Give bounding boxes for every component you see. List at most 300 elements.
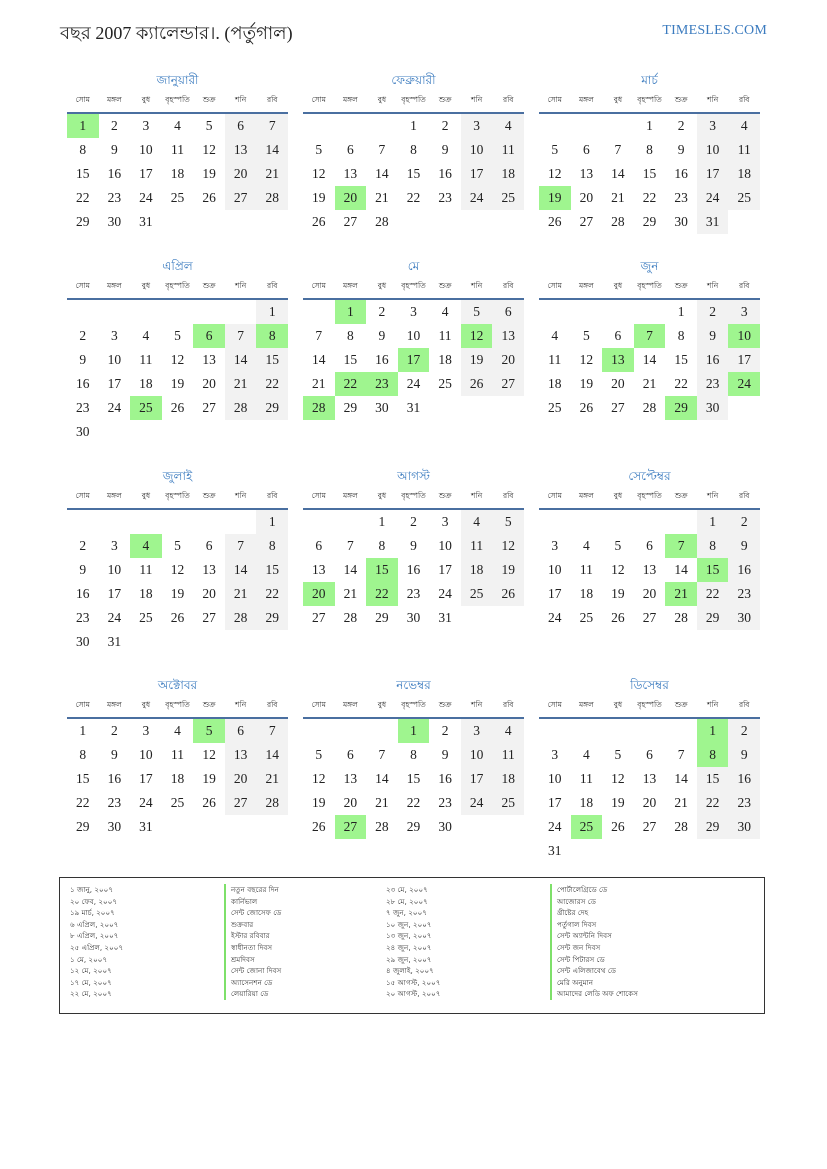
holiday-day-cell[interactable]: 20 <box>335 186 367 210</box>
day-cell[interactable]: 11 <box>139 352 153 367</box>
day-cell[interactable]: 26 <box>492 582 524 606</box>
day-cell[interactable]: 25 <box>461 582 493 606</box>
day-cell[interactable]: 19 <box>611 586 625 601</box>
day-cell[interactable]: 3 <box>551 747 559 762</box>
day-cell[interactable]: 26 <box>202 190 216 205</box>
day-cell[interactable]: 19 <box>461 348 493 372</box>
day-cell[interactable]: 22 <box>697 791 729 815</box>
day-cell[interactable]: 4 <box>728 114 760 138</box>
day-cell[interactable]: 4 <box>142 328 150 343</box>
day-cell[interactable]: 9 <box>79 562 87 577</box>
day-cell[interactable]: 6 <box>492 300 524 324</box>
day-cell[interactable]: 3 <box>110 538 118 553</box>
day-cell[interactable]: 23 <box>107 795 122 810</box>
day-cell[interactable]: 4 <box>174 118 181 133</box>
day-cell[interactable]: 20 <box>225 162 257 186</box>
day-cell[interactable]: 2 <box>728 510 760 534</box>
day-cell[interactable]: 18 <box>548 376 562 391</box>
day-cell[interactable]: 27 <box>202 400 216 415</box>
day-cell[interactable]: 13 <box>202 352 216 367</box>
day-cell[interactable]: 14 <box>312 352 326 367</box>
day-cell[interactable]: 13 <box>492 324 524 348</box>
day-cell[interactable]: 25 <box>139 610 153 625</box>
day-cell[interactable]: 25 <box>492 186 524 210</box>
day-cell[interactable]: 20 <box>579 190 594 205</box>
day-cell[interactable]: 28 <box>256 791 288 815</box>
site-link[interactable]: TIMESLES.COM <box>662 23 767 38</box>
holiday-day-cell[interactable]: 6 <box>193 324 225 348</box>
day-cell[interactable]: 14 <box>225 558 257 582</box>
day-cell[interactable]: 24 <box>461 791 493 815</box>
day-cell[interactable]: 18 <box>579 586 594 601</box>
day-cell[interactable]: 21 <box>375 190 389 205</box>
day-cell[interactable]: 13 <box>312 562 326 577</box>
day-cell[interactable]: 14 <box>256 138 288 162</box>
day-cell[interactable]: 24 <box>438 586 452 601</box>
day-cell[interactable]: 26 <box>579 400 594 415</box>
day-cell[interactable]: 10 <box>461 743 493 767</box>
day-cell[interactable]: 23 <box>438 795 452 810</box>
day-cell[interactable]: 2 <box>410 514 417 529</box>
day-cell[interactable]: 31 <box>107 634 122 649</box>
day-cell[interactable]: 11 <box>170 142 184 157</box>
day-cell[interactable]: 4 <box>492 719 524 743</box>
day-cell[interactable]: 18 <box>492 767 524 791</box>
day-cell[interactable]: 3 <box>461 719 493 743</box>
day-cell[interactable]: 24 <box>139 190 153 205</box>
day-cell[interactable]: 17 <box>139 166 153 181</box>
day-cell[interactable]: 16 <box>438 771 452 786</box>
holiday-day-cell[interactable]: 22 <box>335 372 367 396</box>
day-cell[interactable]: 21 <box>642 376 657 391</box>
day-cell[interactable]: 18 <box>139 376 153 391</box>
holiday-day-cell[interactable]: 22 <box>366 582 398 606</box>
day-cell[interactable]: 12 <box>312 166 326 181</box>
day-cell[interactable]: 10 <box>461 138 493 162</box>
day-cell[interactable]: 13 <box>343 166 358 181</box>
day-cell[interactable]: 5 <box>174 328 181 343</box>
holiday-day-cell[interactable]: 29 <box>665 396 697 420</box>
day-cell[interactable]: 22 <box>406 190 421 205</box>
day-cell[interactable]: 9 <box>410 538 417 553</box>
day-cell[interactable]: 10 <box>697 138 729 162</box>
day-cell[interactable]: 22 <box>76 795 90 810</box>
day-cell[interactable]: 7 <box>225 534 257 558</box>
day-cell[interactable]: 28 <box>225 396 257 420</box>
holiday-day-cell[interactable]: 10 <box>728 324 760 348</box>
day-cell[interactable]: 9 <box>677 142 685 157</box>
day-cell[interactable]: 8 <box>79 142 87 157</box>
day-cell[interactable]: 24 <box>406 376 421 391</box>
day-cell[interactable]: 12 <box>202 747 216 762</box>
day-cell[interactable]: 5 <box>551 142 559 157</box>
day-cell[interactable]: 17 <box>107 376 122 391</box>
day-cell[interactable]: 21 <box>312 376 326 391</box>
day-cell[interactable]: 2 <box>697 300 729 324</box>
day-cell[interactable]: 30 <box>107 214 122 229</box>
day-cell[interactable]: 10 <box>139 747 153 762</box>
day-cell[interactable]: 20 <box>642 586 657 601</box>
day-cell[interactable]: 20 <box>343 795 358 810</box>
day-cell[interactable]: 1 <box>646 118 653 133</box>
day-cell[interactable]: 9 <box>728 743 760 767</box>
day-cell[interactable]: 3 <box>551 538 559 553</box>
day-cell[interactable]: 21 <box>343 586 358 601</box>
day-cell[interactable]: 12 <box>170 562 185 577</box>
day-cell[interactable]: 15 <box>697 767 729 791</box>
day-cell[interactable]: 15 <box>406 166 421 181</box>
day-cell[interactable]: 12 <box>170 352 185 367</box>
day-cell[interactable]: 16 <box>697 348 729 372</box>
day-cell[interactable]: 19 <box>312 190 326 205</box>
day-cell[interactable]: 27 <box>312 610 326 625</box>
day-cell[interactable]: 2 <box>110 723 118 738</box>
day-cell[interactable]: 7 <box>256 719 288 743</box>
day-cell[interactable]: 14 <box>343 562 358 577</box>
day-cell[interactable]: 30 <box>375 400 389 415</box>
day-cell[interactable]: 17 <box>461 162 493 186</box>
day-cell[interactable]: 15 <box>674 352 688 367</box>
day-cell[interactable]: 17 <box>728 348 760 372</box>
day-cell[interactable]: 23 <box>107 190 122 205</box>
day-cell[interactable]: 1 <box>256 510 288 534</box>
day-cell[interactable]: 8 <box>677 328 685 343</box>
day-cell[interactable]: 29 <box>343 400 358 415</box>
day-cell[interactable]: 13 <box>642 771 657 786</box>
day-cell[interactable]: 16 <box>76 376 90 391</box>
day-cell[interactable]: 26 <box>202 795 216 810</box>
day-cell[interactable]: 17 <box>548 586 562 601</box>
holiday-day-cell[interactable]: 4 <box>130 534 162 558</box>
day-cell[interactable]: 30 <box>76 424 90 439</box>
day-cell[interactable]: 18 <box>438 352 452 367</box>
day-cell[interactable]: 12 <box>579 352 594 367</box>
day-cell[interactable]: 27 <box>579 214 594 229</box>
day-cell[interactable]: 28 <box>343 610 358 625</box>
day-cell[interactable]: 21 <box>225 372 257 396</box>
day-cell[interactable]: 13 <box>642 562 657 577</box>
day-cell[interactable]: 28 <box>256 186 288 210</box>
day-cell[interactable]: 4 <box>582 747 590 762</box>
holiday-day-cell[interactable]: 15 <box>697 558 729 582</box>
day-cell[interactable]: 15 <box>256 558 288 582</box>
day-cell[interactable]: 10 <box>548 771 562 786</box>
day-cell[interactable]: 18 <box>728 162 760 186</box>
day-cell[interactable]: 22 <box>256 582 288 606</box>
day-cell[interactable]: 3 <box>441 514 449 529</box>
day-cell[interactable]: 6 <box>582 142 590 157</box>
day-cell[interactable]: 4 <box>461 510 493 534</box>
day-cell[interactable]: 24 <box>461 186 493 210</box>
day-cell[interactable]: 15 <box>76 771 90 786</box>
day-cell[interactable]: 31 <box>139 819 153 834</box>
day-cell[interactable]: 30 <box>107 819 122 834</box>
day-cell[interactable]: 19 <box>579 376 594 391</box>
day-cell[interactable]: 29 <box>406 819 421 834</box>
day-cell[interactable]: 30 <box>728 606 760 630</box>
day-cell[interactable]: 24 <box>548 610 562 625</box>
day-cell[interactable]: 27 <box>343 214 358 229</box>
day-cell[interactable]: 8 <box>646 142 653 157</box>
day-cell[interactable]: 1 <box>677 304 685 319</box>
day-cell[interactable]: 20 <box>611 376 625 391</box>
day-cell[interactable]: 9 <box>441 142 449 157</box>
day-cell[interactable]: 3 <box>461 114 493 138</box>
day-cell[interactable]: 29 <box>642 214 657 229</box>
day-cell[interactable]: 4 <box>441 304 449 319</box>
day-cell[interactable]: 30 <box>438 819 452 834</box>
holiday-day-cell[interactable]: 15 <box>366 558 398 582</box>
day-cell[interactable]: 17 <box>548 795 562 810</box>
day-cell[interactable]: 10 <box>406 328 421 343</box>
day-cell[interactable]: 28 <box>642 400 657 415</box>
day-cell[interactable]: 23 <box>674 190 688 205</box>
day-cell[interactable]: 3 <box>142 723 150 738</box>
holiday-day-cell[interactable]: 7 <box>665 534 697 558</box>
day-cell[interactable]: 26 <box>548 214 562 229</box>
day-cell[interactable]: 16 <box>76 586 90 601</box>
day-cell[interactable]: 16 <box>375 352 389 367</box>
holiday-day-cell[interactable]: 8 <box>697 743 729 767</box>
day-cell[interactable]: 20 <box>642 795 657 810</box>
day-cell[interactable]: 12 <box>611 771 625 786</box>
day-cell[interactable]: 22 <box>256 372 288 396</box>
holiday-day-cell[interactable]: 1 <box>398 719 430 743</box>
day-cell[interactable]: 19 <box>202 166 216 181</box>
day-cell[interactable]: 15 <box>406 771 421 786</box>
day-cell[interactable]: 23 <box>697 372 729 396</box>
day-cell[interactable]: 24 <box>107 400 122 415</box>
day-cell[interactable]: 22 <box>76 190 90 205</box>
holiday-day-cell[interactable]: 27 <box>335 815 367 839</box>
day-cell[interactable]: 2 <box>378 304 386 319</box>
day-cell[interactable]: 2 <box>441 723 449 738</box>
day-cell[interactable]: 30 <box>728 815 760 839</box>
day-cell[interactable]: 4 <box>174 723 181 738</box>
day-cell[interactable]: 6 <box>346 747 354 762</box>
day-cell[interactable]: 3 <box>142 118 150 133</box>
day-cell[interactable]: 8 <box>79 747 87 762</box>
day-cell[interactable]: 14 <box>375 166 389 181</box>
holiday-day-cell[interactable]: 28 <box>303 396 335 420</box>
day-cell[interactable]: 27 <box>202 610 216 625</box>
day-cell[interactable]: 29 <box>697 815 729 839</box>
day-cell[interactable]: 25 <box>170 795 185 810</box>
day-cell[interactable]: 16 <box>406 562 421 577</box>
day-cell[interactable]: 9 <box>110 747 118 762</box>
day-cell[interactable]: 7 <box>614 142 622 157</box>
day-cell[interactable]: 26 <box>611 819 625 834</box>
day-cell[interactable]: 28 <box>674 819 688 834</box>
day-cell[interactable]: 16 <box>728 767 760 791</box>
day-cell[interactable]: 20 <box>492 348 524 372</box>
day-cell[interactable]: 30 <box>76 634 90 649</box>
day-cell[interactable]: 29 <box>697 606 729 630</box>
day-cell[interactable]: 7 <box>225 324 257 348</box>
day-cell[interactable]: 14 <box>256 743 288 767</box>
day-cell[interactable]: 15 <box>76 166 90 181</box>
day-cell[interactable]: 16 <box>438 166 452 181</box>
day-cell[interactable]: 1 <box>697 510 729 534</box>
day-cell[interactable]: 31 <box>697 210 729 234</box>
day-cell[interactable]: 11 <box>579 562 593 577</box>
holiday-day-cell[interactable]: 1 <box>67 114 99 138</box>
day-cell[interactable]: 10 <box>139 142 153 157</box>
day-cell[interactable]: 12 <box>492 534 524 558</box>
day-cell[interactable]: 26 <box>312 214 326 229</box>
day-cell[interactable]: 11 <box>139 562 153 577</box>
day-cell[interactable]: 17 <box>697 162 729 186</box>
day-cell[interactable]: 12 <box>611 562 625 577</box>
day-cell[interactable]: 14 <box>611 166 625 181</box>
day-cell[interactable]: 7 <box>346 538 354 553</box>
day-cell[interactable]: 27 <box>225 791 257 815</box>
day-cell[interactable]: 20 <box>202 586 216 601</box>
day-cell[interactable]: 23 <box>76 610 90 625</box>
day-cell[interactable]: 31 <box>548 843 562 858</box>
day-cell[interactable]: 9 <box>728 534 760 558</box>
day-cell[interactable]: 21 <box>225 582 257 606</box>
day-cell[interactable]: 13 <box>225 743 257 767</box>
day-cell[interactable]: 27 <box>225 186 257 210</box>
day-cell[interactable]: 27 <box>611 400 625 415</box>
day-cell[interactable]: 25 <box>170 190 185 205</box>
holiday-day-cell[interactable]: 21 <box>665 582 697 606</box>
day-cell[interactable]: 1 <box>410 118 417 133</box>
holiday-day-cell[interactable]: 19 <box>539 186 571 210</box>
holiday-day-cell[interactable]: 1 <box>335 300 367 324</box>
day-cell[interactable]: 6 <box>205 538 213 553</box>
day-cell[interactable]: 11 <box>170 747 184 762</box>
day-cell[interactable]: 28 <box>611 214 625 229</box>
day-cell[interactable]: 24 <box>548 819 562 834</box>
day-cell[interactable]: 8 <box>697 534 729 558</box>
day-cell[interactable]: 5 <box>174 538 181 553</box>
day-cell[interactable]: 26 <box>170 610 185 625</box>
day-cell[interactable]: 28 <box>225 606 257 630</box>
day-cell[interactable]: 5 <box>492 510 524 534</box>
day-cell[interactable]: 6 <box>614 328 622 343</box>
day-cell[interactable]: 25 <box>728 186 760 210</box>
day-cell[interactable]: 1 <box>79 723 87 738</box>
day-cell[interactable]: 15 <box>642 166 657 181</box>
day-cell[interactable]: 25 <box>579 610 594 625</box>
day-cell[interactable]: 30 <box>406 610 421 625</box>
day-cell[interactable]: 11 <box>548 352 562 367</box>
day-cell[interactable]: 13 <box>225 138 257 162</box>
day-cell[interactable]: 14 <box>642 352 657 367</box>
day-cell[interactable]: 25 <box>438 376 452 391</box>
day-cell[interactable]: 25 <box>492 791 524 815</box>
day-cell[interactable]: 21 <box>256 162 288 186</box>
day-cell[interactable]: 6 <box>225 114 257 138</box>
holiday-day-cell[interactable]: 5 <box>193 719 225 743</box>
day-cell[interactable]: 12 <box>202 142 216 157</box>
day-cell[interactable]: 18 <box>492 162 524 186</box>
day-cell[interactable]: 4 <box>551 328 559 343</box>
day-cell[interactable]: 22 <box>406 795 421 810</box>
day-cell[interactable]: 19 <box>202 771 216 786</box>
day-cell[interactable]: 20 <box>225 767 257 791</box>
day-cell[interactable]: 2 <box>79 328 87 343</box>
day-cell[interactable]: 26 <box>170 400 185 415</box>
day-cell[interactable]: 6 <box>646 747 653 762</box>
holiday-day-cell[interactable]: 25 <box>130 396 162 420</box>
day-cell[interactable]: 12 <box>548 166 562 181</box>
day-cell[interactable]: 4 <box>492 114 524 138</box>
day-cell[interactable]: 15 <box>256 348 288 372</box>
day-cell[interactable]: 9 <box>441 747 449 762</box>
day-cell[interactable]: 13 <box>343 771 358 786</box>
day-cell[interactable]: 17 <box>438 562 452 577</box>
day-cell[interactable]: 11 <box>728 138 760 162</box>
day-cell[interactable]: 13 <box>202 562 216 577</box>
holiday-day-cell[interactable]: 17 <box>398 348 430 372</box>
day-cell[interactable]: 2 <box>441 118 449 133</box>
day-cell[interactable]: 15 <box>343 352 358 367</box>
day-cell[interactable]: 30 <box>674 214 688 229</box>
day-cell[interactable]: 8 <box>346 328 354 343</box>
day-cell[interactable]: 16 <box>728 558 760 582</box>
day-cell[interactable]: 13 <box>579 166 594 181</box>
day-cell[interactable]: 3 <box>410 304 417 319</box>
day-cell[interactable]: 7 <box>315 328 323 343</box>
day-cell[interactable]: 14 <box>375 771 389 786</box>
day-cell[interactable]: 14 <box>225 348 257 372</box>
day-cell[interactable]: 14 <box>674 562 688 577</box>
day-cell[interactable]: 6 <box>346 142 354 157</box>
day-cell[interactable]: 16 <box>107 166 122 181</box>
day-cell[interactable]: 8 <box>410 747 417 762</box>
holiday-day-cell[interactable]: 1 <box>697 719 729 743</box>
day-cell[interactable]: 29 <box>76 214 90 229</box>
day-cell[interactable]: 27 <box>642 610 657 625</box>
day-cell[interactable]: 7 <box>256 114 288 138</box>
holiday-day-cell[interactable]: 12 <box>461 324 493 348</box>
day-cell[interactable]: 8 <box>256 534 288 558</box>
day-cell[interactable]: 19 <box>312 795 326 810</box>
day-cell[interactable]: 6 <box>646 538 653 553</box>
day-cell[interactable]: 10 <box>438 538 452 553</box>
day-cell[interactable]: 2 <box>677 118 685 133</box>
day-cell[interactable]: 9 <box>697 324 729 348</box>
day-cell[interactable]: 29 <box>76 819 90 834</box>
day-cell[interactable]: 29 <box>375 610 389 625</box>
day-cell[interactable]: 5 <box>582 328 590 343</box>
day-cell[interactable]: 2 <box>79 538 87 553</box>
day-cell[interactable]: 5 <box>315 142 323 157</box>
day-cell[interactable]: 31 <box>438 610 452 625</box>
day-cell[interactable]: 11 <box>579 771 593 786</box>
holiday-day-cell[interactable]: 13 <box>602 348 634 372</box>
day-cell[interactable]: 21 <box>611 190 625 205</box>
day-cell[interactable]: 18 <box>579 795 594 810</box>
day-cell[interactable]: 5 <box>205 118 213 133</box>
day-cell[interactable]: 20 <box>202 376 216 391</box>
day-cell[interactable]: 23 <box>76 400 90 415</box>
holiday-day-cell[interactable]: 20 <box>303 582 335 606</box>
day-cell[interactable]: 10 <box>107 352 122 367</box>
day-cell[interactable]: 4 <box>582 538 590 553</box>
day-cell[interactable]: 9 <box>378 328 386 343</box>
day-cell[interactable]: 31 <box>406 400 421 415</box>
day-cell[interactable]: 24 <box>107 610 122 625</box>
day-cell[interactable]: 29 <box>256 606 288 630</box>
day-cell[interactable]: 21 <box>256 767 288 791</box>
day-cell[interactable]: 28 <box>375 819 389 834</box>
day-cell[interactable]: 2 <box>728 719 760 743</box>
day-cell[interactable]: 26 <box>312 819 326 834</box>
